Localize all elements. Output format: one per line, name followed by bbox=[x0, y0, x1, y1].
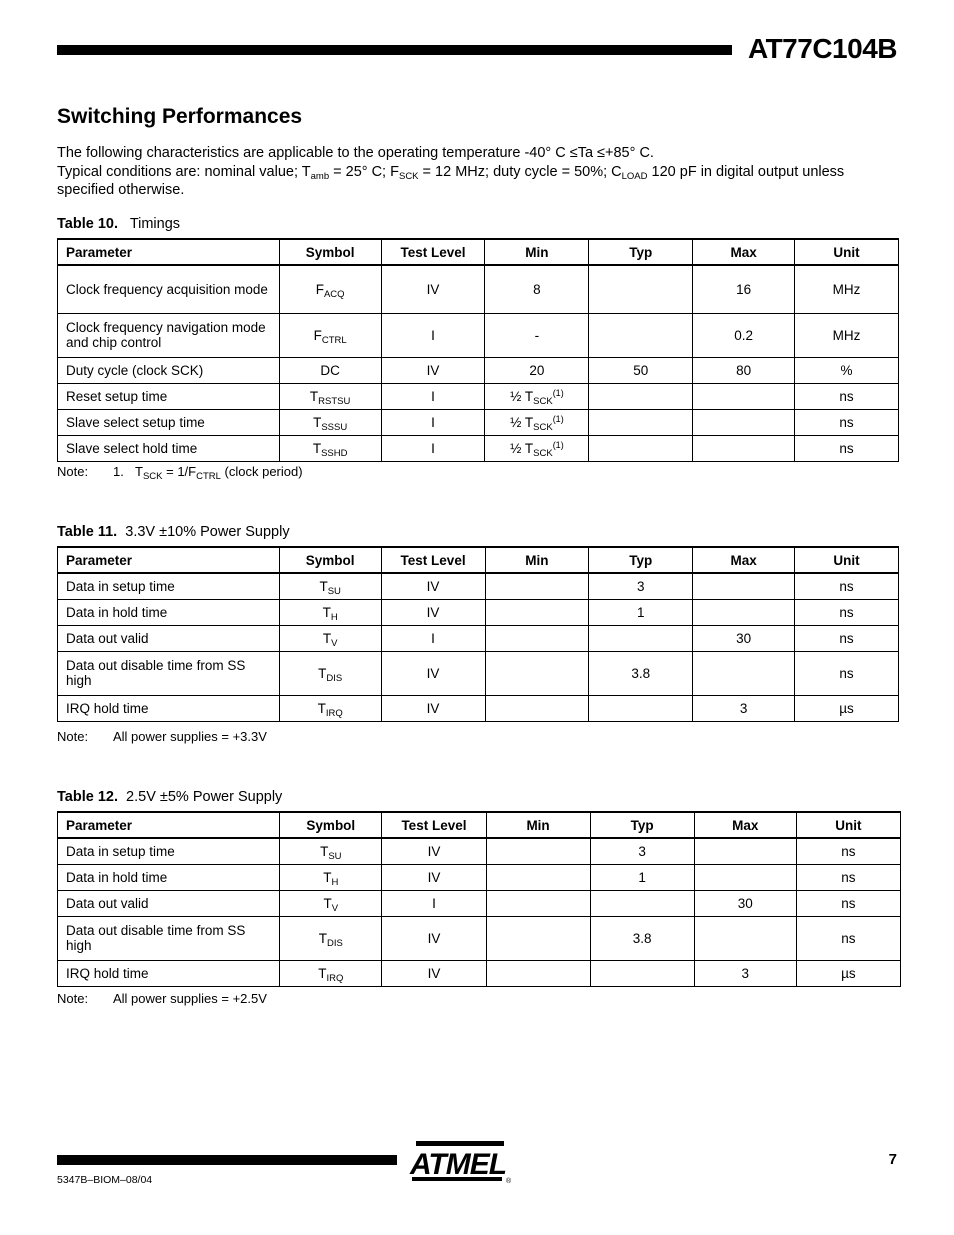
cell-level: I bbox=[381, 409, 485, 435]
cell-unit: ns bbox=[795, 435, 899, 461]
table10-caption: Table 10. Timings bbox=[57, 216, 181, 232]
cell-sym: $T_{SU}$ bbox=[279, 573, 381, 599]
cell-max: 16 bbox=[693, 265, 795, 313]
table-row bbox=[58, 625, 899, 651]
cell-typ bbox=[589, 265, 693, 313]
cell-level: IV bbox=[382, 916, 486, 960]
table-row bbox=[58, 357, 899, 383]
cell-max bbox=[694, 916, 796, 960]
cell-min bbox=[486, 960, 590, 986]
cell-min bbox=[485, 651, 589, 695]
cell-typ bbox=[589, 625, 693, 651]
cell-param: IRQ hold time bbox=[58, 960, 280, 986]
table-header-row bbox=[58, 239, 899, 265]
cell-typ: 50 bbox=[589, 357, 693, 383]
cell-unit: ns bbox=[795, 651, 899, 695]
cell-unit: % bbox=[795, 357, 899, 383]
cell-max bbox=[693, 573, 795, 599]
cell-param: Data in setup time bbox=[58, 573, 280, 599]
column-header-min: Min bbox=[486, 812, 590, 838]
cell-sym: $T_V$ bbox=[280, 890, 382, 916]
cell-min: 20 bbox=[485, 357, 589, 383]
table-header-row bbox=[58, 547, 899, 573]
cell-max: 0.2 bbox=[693, 313, 795, 357]
cell-typ bbox=[589, 313, 693, 357]
intro-line-1: The following characteristics are applicable to the operating temperature -40° C ≤Ta ≤+85° C. bbox=[57, 145, 654, 161]
cell-max bbox=[694, 864, 796, 890]
cell-max: 30 bbox=[693, 625, 795, 651]
cell-min bbox=[486, 838, 590, 864]
cell-sym: $T_{SU}$ bbox=[280, 838, 382, 864]
cell-level: IV bbox=[381, 651, 485, 695]
cell-sym: $F_{CTRL}$ bbox=[279, 313, 381, 357]
cell-level: IV bbox=[381, 265, 485, 313]
column-header-max: Max bbox=[694, 812, 796, 838]
table-row bbox=[58, 695, 899, 721]
table-row bbox=[58, 890, 901, 916]
cell-max: 30 bbox=[694, 890, 796, 916]
table10-note: Note: 1. $T_{SCK} = 1/F_{CTRL}$ (clock period) bbox=[57, 464, 303, 482]
column-header-param: Parameter bbox=[58, 812, 280, 838]
cell-unit: ns bbox=[795, 573, 899, 599]
cell-min bbox=[486, 890, 590, 916]
footer-rule bbox=[57, 1155, 397, 1165]
cell-param: Duty cycle (clock SCK) bbox=[58, 357, 280, 383]
column-header-typ: Typ bbox=[589, 239, 693, 265]
column-header-min: Min bbox=[485, 239, 589, 265]
cell-level: I bbox=[382, 890, 486, 916]
cell-param: Data in setup time bbox=[58, 838, 280, 864]
column-header-unit: Unit bbox=[795, 547, 899, 573]
table-row bbox=[58, 651, 899, 695]
cell-unit: µs bbox=[795, 695, 899, 721]
cell-sym: $T_H$ bbox=[279, 599, 381, 625]
cell-min bbox=[485, 695, 589, 721]
column-header-sym: Symbol bbox=[279, 547, 381, 573]
cell-sym: $T_V$ bbox=[279, 625, 381, 651]
cell-level: IV bbox=[381, 695, 485, 721]
cell-sym: $F_{ACQ}$ bbox=[279, 265, 381, 313]
document-code: 5347B–BIOM–08/04 bbox=[57, 1174, 153, 1186]
column-header-unit: Unit bbox=[796, 812, 900, 838]
cell-max: 80 bbox=[693, 357, 795, 383]
table11-power-3v3 bbox=[57, 546, 899, 722]
table12-power-2v5 bbox=[57, 811, 901, 987]
cell-unit: ns bbox=[795, 409, 899, 435]
cell-sym: $T_{SSSU}$ bbox=[279, 409, 381, 435]
table-row bbox=[58, 599, 899, 625]
cell-unit: ns bbox=[795, 599, 899, 625]
table-header-row bbox=[58, 812, 901, 838]
column-header-typ: Typ bbox=[589, 547, 693, 573]
intro-line-2: Typical conditions are: nominal value; $T_{amb} = 25^\circ$ C; $F_{SCK} = 12$ MHz; duty cycle = 50%; $C_{LOAD}$ 120 pF in digital output unless specified otherwise. bbox=[57, 163, 845, 198]
cell-level: I bbox=[381, 313, 485, 357]
table-row bbox=[58, 838, 901, 864]
cell-sym: $T_{SSHD}$ bbox=[279, 435, 381, 461]
cell-unit: ns bbox=[796, 916, 900, 960]
cell-min: ½ $T_{SCK}^{(1)}$ bbox=[485, 409, 589, 435]
cell-min bbox=[485, 573, 589, 599]
cell-max: 3 bbox=[694, 960, 796, 986]
cell-level: IV bbox=[382, 864, 486, 890]
table-row bbox=[58, 916, 901, 960]
table-row bbox=[58, 313, 899, 357]
cell-max bbox=[693, 651, 795, 695]
cell-level: I bbox=[381, 625, 485, 651]
cell-typ bbox=[590, 890, 694, 916]
table-row bbox=[58, 265, 899, 313]
cell-level: IV bbox=[382, 838, 486, 864]
column-header-level: Test Level bbox=[381, 547, 485, 573]
cell-sym: $T_H$ bbox=[280, 864, 382, 890]
cell-max bbox=[693, 409, 795, 435]
cell-typ: 3 bbox=[589, 573, 693, 599]
cell-sym: $T_{RSTSU}$ bbox=[279, 383, 381, 409]
cell-param: Clock frequency navigation mode and chip control bbox=[58, 313, 280, 357]
cell-param: Slave select setup time bbox=[58, 409, 280, 435]
column-header-unit: Unit bbox=[795, 239, 899, 265]
cell-max bbox=[693, 383, 795, 409]
table11-note: Note: All power supplies = +3.3V bbox=[57, 729, 267, 744]
cell-min bbox=[485, 599, 589, 625]
cell-typ bbox=[590, 960, 694, 986]
table-row bbox=[58, 409, 899, 435]
table-row bbox=[58, 864, 901, 890]
cell-min: - bbox=[485, 313, 589, 357]
cell-typ: 3 bbox=[590, 838, 694, 864]
table-row bbox=[58, 383, 899, 409]
cell-min: ½ $T_{SCK}^{(1)}$ bbox=[485, 383, 589, 409]
cell-param: Data in hold time bbox=[58, 864, 280, 890]
svg-text:ATMEL: ATMEL bbox=[409, 1148, 507, 1181]
cell-typ: 3.8 bbox=[590, 916, 694, 960]
cell-level: IV bbox=[381, 573, 485, 599]
cell-typ: 1 bbox=[589, 599, 693, 625]
column-header-param: Parameter bbox=[58, 547, 280, 573]
section-title: Switching Performances bbox=[57, 105, 303, 128]
cell-param: Clock frequency acquisition mode bbox=[58, 265, 280, 313]
cell-typ bbox=[589, 383, 693, 409]
cell-sym: $T_{DIS}$ bbox=[280, 916, 382, 960]
cell-sym: $T_{IRQ}$ bbox=[279, 695, 381, 721]
cell-unit: ns bbox=[796, 890, 900, 916]
cell-typ: 1 bbox=[590, 864, 694, 890]
cell-unit: MHz bbox=[795, 313, 899, 357]
cell-level: IV bbox=[381, 357, 485, 383]
table-row bbox=[58, 960, 901, 986]
cell-param: Data out disable time from SS high bbox=[58, 916, 280, 960]
cell-param: Data in hold time bbox=[58, 599, 280, 625]
cell-max bbox=[693, 599, 795, 625]
cell-level: I bbox=[381, 435, 485, 461]
cell-unit: ns bbox=[795, 625, 899, 651]
cell-sym: DC bbox=[279, 357, 381, 383]
column-header-typ: Typ bbox=[590, 812, 694, 838]
cell-typ bbox=[589, 409, 693, 435]
cell-param: Data out disable time from SS high bbox=[58, 651, 280, 695]
document-title: AT77C104B bbox=[747, 33, 897, 64]
cell-min: ½ $T_{SCK}^{(1)}$ bbox=[485, 435, 589, 461]
cell-unit: ns bbox=[795, 383, 899, 409]
cell-param: Reset setup time bbox=[58, 383, 280, 409]
intro-text bbox=[57, 144, 902, 200]
column-header-sym: Symbol bbox=[280, 812, 382, 838]
table-row bbox=[58, 435, 899, 461]
cell-max bbox=[693, 435, 795, 461]
cell-typ: 3.8 bbox=[589, 651, 693, 695]
cell-min: 8 bbox=[485, 265, 589, 313]
cell-typ bbox=[589, 435, 693, 461]
cell-typ bbox=[589, 695, 693, 721]
cell-sym: $T_{IRQ}$ bbox=[280, 960, 382, 986]
table-row bbox=[58, 573, 899, 599]
cell-min bbox=[485, 625, 589, 651]
column-header-level: Test Level bbox=[381, 239, 485, 265]
cell-min bbox=[486, 864, 590, 890]
column-header-min: Min bbox=[485, 547, 589, 573]
cell-level: I bbox=[381, 383, 485, 409]
cell-unit: MHz bbox=[795, 265, 899, 313]
column-header-level: Test Level bbox=[382, 812, 486, 838]
cell-param: Data out valid bbox=[58, 625, 280, 651]
cell-unit: ns bbox=[796, 864, 900, 890]
cell-unit: µs bbox=[796, 960, 900, 986]
cell-max: 3 bbox=[693, 695, 795, 721]
cell-sym: $T_{DIS}$ bbox=[279, 651, 381, 695]
header-rule bbox=[57, 45, 732, 55]
cell-min bbox=[486, 916, 590, 960]
svg-text:®: ® bbox=[506, 1178, 512, 1185]
cell-param: IRQ hold time bbox=[58, 695, 280, 721]
cell-unit: ns bbox=[796, 838, 900, 864]
atmel-logo bbox=[410, 1137, 510, 1185]
cell-max bbox=[694, 838, 796, 864]
column-header-max: Max bbox=[693, 239, 795, 265]
page-number: 7 bbox=[888, 1151, 897, 1168]
cell-param: Data out valid bbox=[58, 890, 280, 916]
table10-timings bbox=[57, 238, 899, 462]
column-header-max: Max bbox=[693, 547, 795, 573]
cell-level: IV bbox=[381, 599, 485, 625]
column-header-param: Parameter bbox=[58, 239, 280, 265]
column-header-sym: Symbol bbox=[279, 239, 381, 265]
table12-caption: Table 12. 2.5V ±5% Power Supply bbox=[57, 789, 283, 805]
table11-caption: Table 11. 3.3V ±10% Power Supply bbox=[57, 524, 290, 540]
cell-level: IV bbox=[382, 960, 486, 986]
table12-note: Note: All power supplies = +2.5V bbox=[57, 991, 267, 1006]
cell-param: Slave select hold time bbox=[58, 435, 280, 461]
